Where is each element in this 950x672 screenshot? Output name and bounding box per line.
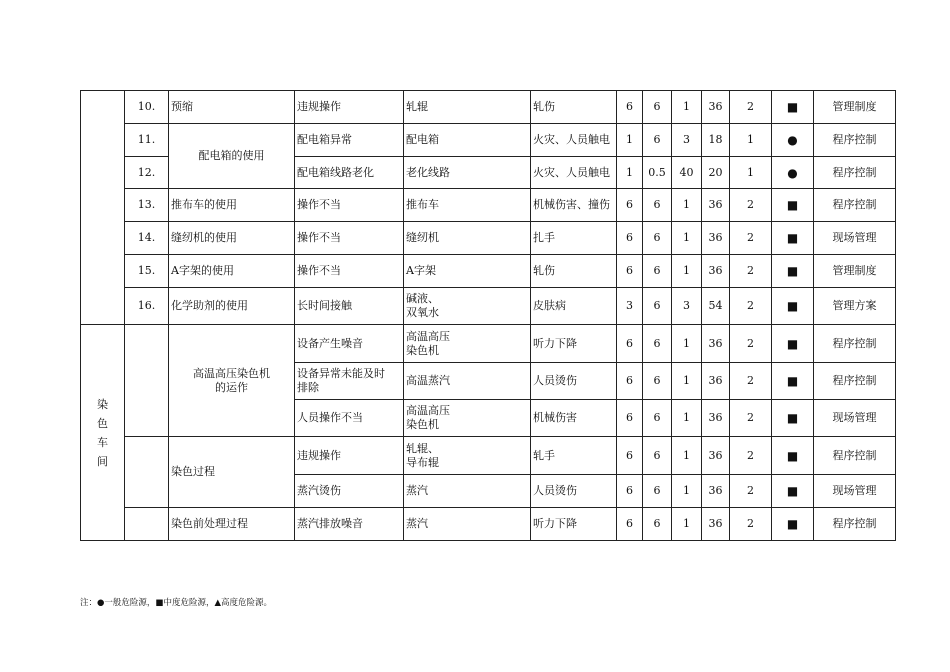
hazard-mark-icon: ■ (772, 475, 814, 508)
d-value: 36 (702, 255, 730, 288)
e-value: 6 (643, 91, 672, 124)
table-row (81, 222, 896, 255)
l-value: 1 (617, 157, 643, 189)
e-value: 6 (643, 255, 672, 288)
l-value: 6 (617, 363, 643, 400)
d-value: 36 (702, 475, 730, 508)
hazard-source-cell: 碱液、 双氧水 (404, 288, 531, 325)
activity-cell: 推布车的使用 (169, 189, 295, 222)
d-value: 36 (702, 508, 730, 541)
control-measure-cell: 管理制度 (814, 255, 896, 288)
l-value: 6 (617, 189, 643, 222)
d-value: 20 (702, 157, 730, 189)
hazard-mark-icon: ■ (772, 189, 814, 222)
hazard-factor-cell: 设备产生噪音 (295, 325, 404, 363)
legend-note: 注：●一般危险源，■中度危险源，▲高度危险源。 (80, 598, 272, 608)
hazard-factor-cell: 操作不当 (295, 222, 404, 255)
table-row (81, 325, 896, 363)
row-number: 15. (125, 255, 169, 288)
level-value: 1 (730, 157, 772, 189)
hazard-source-cell: 轧辊、 导布辊 (404, 437, 531, 475)
control-measure-cell: 现场管理 (814, 400, 896, 437)
l-value: 3 (617, 288, 643, 325)
hazard-source-cell: 蒸汽 (404, 508, 531, 541)
table-row (81, 124, 896, 157)
table-row (81, 437, 896, 475)
row-number: 16. (125, 288, 169, 325)
hazard-factor-cell: 操作不当 (295, 189, 404, 222)
harm-cell: 扎手 (531, 222, 617, 255)
control-measure-cell: 现场管理 (814, 475, 896, 508)
l-value: 6 (617, 508, 643, 541)
hazard-mark-icon: ■ (772, 508, 814, 541)
activity-cell: 配电箱的使用 (169, 124, 295, 189)
e-value: 6 (643, 288, 672, 325)
d-value: 36 (702, 437, 730, 475)
c-value: 1 (672, 222, 702, 255)
c-value: 1 (672, 475, 702, 508)
level-value: 2 (730, 288, 772, 325)
e-value: 6 (643, 437, 672, 475)
harm-cell: 皮肤病 (531, 288, 617, 325)
level-value: 2 (730, 508, 772, 541)
level-value: 2 (730, 91, 772, 124)
harm-cell: 机械伤害 (531, 400, 617, 437)
c-value: 1 (672, 508, 702, 541)
hazard-source-cell: 高温蒸汽 (404, 363, 531, 400)
hazard-mark-icon: ■ (772, 325, 814, 363)
hazard-factor-cell: 设备异常未能及时 排除 (295, 363, 404, 400)
hazard-factor-cell: 蒸汽烫伤 (295, 475, 404, 508)
e-value: 6 (643, 124, 672, 157)
activity-cell: 缝纫机的使用 (169, 222, 295, 255)
workshop-char: 间 (97, 454, 108, 468)
workshop-cell (81, 325, 125, 541)
level-value: 2 (730, 437, 772, 475)
l-value: 1 (617, 124, 643, 157)
c-value: 3 (672, 124, 702, 157)
hazard-mark-icon: ■ (772, 363, 814, 400)
l-value: 6 (617, 222, 643, 255)
hazard-factor-cell: 违规操作 (295, 91, 404, 124)
hazard-mark-icon: ■ (772, 222, 814, 255)
workshop-char: 车 (97, 435, 108, 449)
l-value: 6 (617, 255, 643, 288)
e-value: 6 (643, 508, 672, 541)
level-value: 2 (730, 222, 772, 255)
hazard-source-cell: 高温高压 染色机 (404, 400, 531, 437)
row-number: 12. (125, 157, 169, 189)
harm-cell: 火灾、人员触电 (531, 124, 617, 157)
harm-cell: 人员烫伤 (531, 475, 617, 508)
e-value: 0.5 (643, 157, 672, 189)
c-value: 1 (672, 363, 702, 400)
e-value: 6 (643, 400, 672, 437)
control-measure-cell: 现场管理 (814, 222, 896, 255)
hazard-source-cell: 配电箱 (404, 124, 531, 157)
hazard-factor-cell: 配电箱异常 (295, 124, 404, 157)
level-value: 2 (730, 363, 772, 400)
hazard-factor-cell: 蒸汽排放噪音 (295, 508, 404, 541)
c-value: 1 (672, 255, 702, 288)
hazard-factor-cell: 操作不当 (295, 255, 404, 288)
e-value: 6 (643, 325, 672, 363)
level-value: 2 (730, 400, 772, 437)
control-measure-cell: 程序控制 (814, 325, 896, 363)
e-value: 6 (643, 363, 672, 400)
activity-cell: 预缩 (169, 91, 295, 124)
level-value: 2 (730, 475, 772, 508)
level-value: 1 (730, 124, 772, 157)
control-measure-cell: 程序控制 (814, 363, 896, 400)
control-measure-cell: 程序控制 (814, 189, 896, 222)
workshop-char: 色 (97, 416, 108, 430)
table-row (81, 508, 896, 541)
activity-cell: 染色前处理过程 (169, 508, 295, 541)
d-value: 36 (702, 400, 730, 437)
control-measure-cell: 管理方案 (814, 288, 896, 325)
d-value: 36 (702, 325, 730, 363)
harm-cell: 轧伤 (531, 91, 617, 124)
hazard-factor-cell: 长时间接触 (295, 288, 404, 325)
table-row (81, 189, 896, 222)
d-value: 18 (702, 124, 730, 157)
hazard-source-cell: 轧辊 (404, 91, 531, 124)
hazard-mark-icon: ■ (772, 255, 814, 288)
hazard-source-cell: 蒸汽 (404, 475, 531, 508)
harm-cell: 火灾、人员触电 (531, 157, 617, 189)
activity-cell: 染色过程 (169, 437, 295, 508)
row-number (125, 325, 169, 437)
harm-cell: 轧手 (531, 437, 617, 475)
c-value: 1 (672, 437, 702, 475)
l-value: 6 (617, 325, 643, 363)
hazard-table (80, 90, 896, 541)
hazard-mark-icon: ● (772, 157, 814, 189)
hazard-factor-cell: 违规操作 (295, 437, 404, 475)
harm-cell: 听力下降 (531, 508, 617, 541)
hazard-source-cell: A字架 (404, 255, 531, 288)
activity-cell: A字架的使用 (169, 255, 295, 288)
workshop-char: 染 (97, 397, 108, 411)
row-number: 11. (125, 124, 169, 157)
c-value: 1 (672, 189, 702, 222)
hazard-source-cell: 推布车 (404, 189, 531, 222)
hazard-factor-cell: 人员操作不当 (295, 400, 404, 437)
table-row (81, 91, 896, 124)
l-value: 6 (617, 400, 643, 437)
hazard-source-cell: 高温高压 染色机 (404, 325, 531, 363)
d-value: 36 (702, 91, 730, 124)
c-value: 1 (672, 91, 702, 124)
hazard-factor-cell: 配电箱线路老化 (295, 157, 404, 189)
harm-cell: 轧伤 (531, 255, 617, 288)
hazard-source-cell: 老化线路 (404, 157, 531, 189)
activity-cell: 高温高压染色机 的运作 (169, 325, 295, 437)
harm-cell: 机械伤害、撞伤 (531, 189, 617, 222)
row-number: 13. (125, 189, 169, 222)
workshop-cell-previous (81, 91, 125, 325)
e-value: 6 (643, 189, 672, 222)
row-number: 10. (125, 91, 169, 124)
control-measure-cell: 程序控制 (814, 124, 896, 157)
hazard-mark-icon: ■ (772, 437, 814, 475)
hazard-mark-icon: ■ (772, 288, 814, 325)
row-number: 14. (125, 222, 169, 255)
control-measure-cell: 程序控制 (814, 437, 896, 475)
hazard-mark-icon: ■ (772, 91, 814, 124)
table-row (81, 255, 896, 288)
d-value: 54 (702, 288, 730, 325)
c-value: 3 (672, 288, 702, 325)
row-number (125, 437, 169, 508)
d-value: 36 (702, 222, 730, 255)
d-value: 36 (702, 189, 730, 222)
level-value: 2 (730, 189, 772, 222)
hazard-mark-icon: ■ (772, 400, 814, 437)
harm-cell: 人员烫伤 (531, 363, 617, 400)
control-measure-cell: 程序控制 (814, 508, 896, 541)
table-row (81, 288, 896, 325)
l-value: 6 (617, 437, 643, 475)
e-value: 6 (643, 475, 672, 508)
c-value: 40 (672, 157, 702, 189)
d-value: 36 (702, 363, 730, 400)
hazard-source-cell: 缝纫机 (404, 222, 531, 255)
e-value: 6 (643, 222, 672, 255)
row-number (125, 508, 169, 541)
c-value: 1 (672, 325, 702, 363)
l-value: 6 (617, 91, 643, 124)
control-measure-cell: 程序控制 (814, 157, 896, 189)
harm-cell: 听力下降 (531, 325, 617, 363)
level-value: 2 (730, 325, 772, 363)
l-value: 6 (617, 475, 643, 508)
activity-cell: 化学助剂的使用 (169, 288, 295, 325)
c-value: 1 (672, 400, 702, 437)
hazard-mark-icon: ● (772, 124, 814, 157)
level-value: 2 (730, 255, 772, 288)
control-measure-cell: 管理制度 (814, 91, 896, 124)
